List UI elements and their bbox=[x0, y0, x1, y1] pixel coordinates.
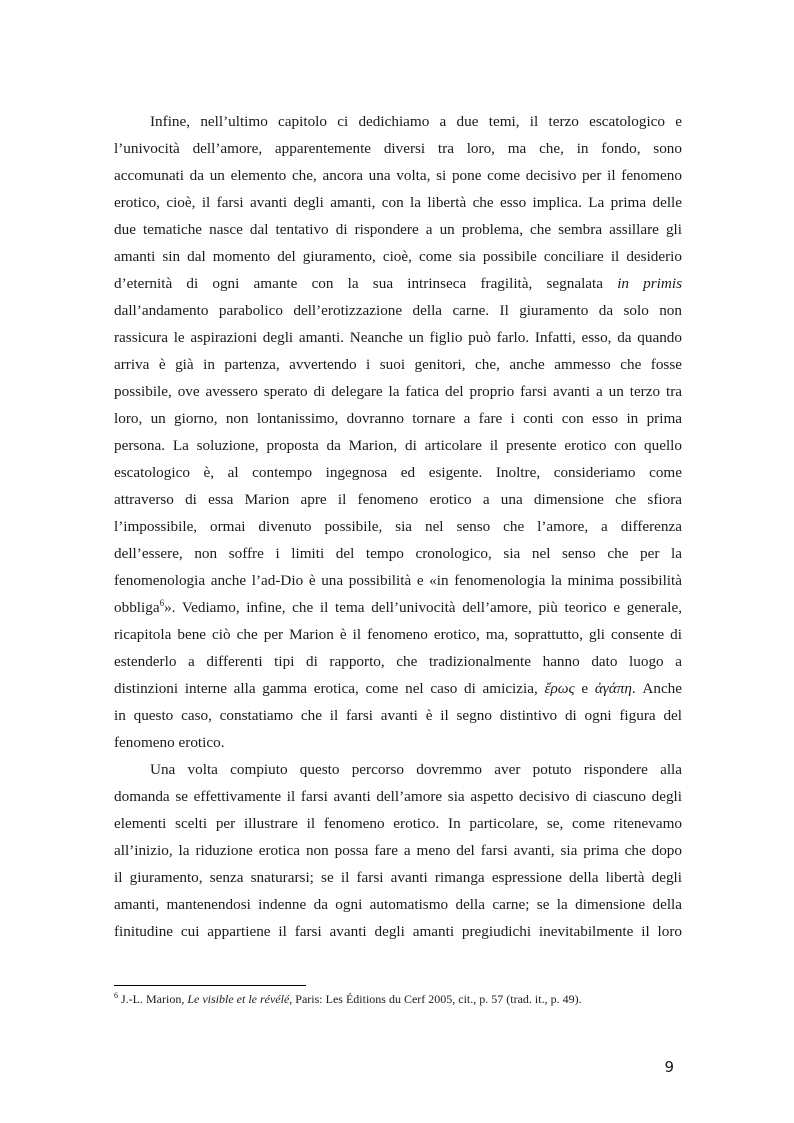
footnote-prefix: J.-L. Marion, bbox=[118, 992, 188, 1006]
text-line: amanti sin dal momento del giuramento, cioè, come sia possibile conciliare il desiderio bbox=[114, 248, 682, 265]
body-text bbox=[114, 108, 682, 945]
line-segment: d’eternità di ogni amante con la sua intrinseca fragilità, segnalata bbox=[114, 275, 603, 292]
text-line: estenderlo a differenti tipi di rapporto, che tradizionalmente hanno dato luogo a bbox=[114, 653, 682, 670]
text-line: possibile, ove avessero sperato di delegare la fatica del proprio farsi avanti a un terzo tra bbox=[114, 383, 682, 400]
line-segment: ». Vediamo, infine, che il tema dell’univocità dell’amore, più teorico e generale, bbox=[164, 599, 682, 616]
text-line: attraverso di essa Marion apre il fenomeno erotico a una dimensione che sfiora bbox=[114, 491, 682, 508]
text-line: accomunati da un elemento che, ancora una volta, si pone come decisivo per il fenomeno bbox=[114, 167, 682, 184]
text-line bbox=[114, 675, 682, 702]
text-line: finitudine cui appartiene il farsi avanti degli amanti pregiudichi inevitabilmente il loro bbox=[114, 923, 682, 940]
text-line: fenomeno erotico. bbox=[114, 734, 225, 751]
page-number: 9 bbox=[664, 1058, 674, 1076]
text-line: loro, un giorno, non lontanissimo, dovranno tornare a fare i conti con esso in prima bbox=[114, 410, 682, 427]
footnote-reference[interactable]: 6 bbox=[159, 597, 165, 608]
line-segment: e bbox=[581, 680, 589, 697]
footnote-divider bbox=[114, 985, 306, 986]
text-line bbox=[114, 270, 682, 297]
text-line: fenomenologia anche l’ad-Dio è una possibilità e «in fenomenologia la minima possibilità bbox=[114, 572, 682, 589]
footnote-number: 6 bbox=[114, 991, 118, 1000]
footnote bbox=[114, 991, 682, 1007]
text-line: Una volta compiuto questo percorso dovremmo aver potuto rispondere alla bbox=[150, 761, 682, 778]
text-line bbox=[114, 594, 682, 621]
text-line: l’impossibile, ormai divenuto possibile, sia nel senso che l’amore, a differenza bbox=[114, 518, 682, 535]
text-line: dall’andamento parabolico dell’erotizzazione della carne. Il giuramento da solo non bbox=[114, 302, 682, 319]
greek-agape: ἀγάπη bbox=[594, 680, 632, 697]
text-line: dell’essere, non soffre i limiti del tempo cronologico, sia nel senso che per la bbox=[114, 545, 682, 562]
line-segment: . Anche bbox=[631, 680, 683, 697]
text-line: due tematiche nasce dal tentativo di rispondere a un problema, che sembra assillare gli bbox=[114, 221, 682, 238]
footnote-title: Le visible et le révélé bbox=[187, 992, 290, 1006]
greek-eros: ἔρως bbox=[544, 680, 575, 697]
text-line: arriva è già in partenza, avvertendo i suoi genitori, che, anche ammesso che fosse bbox=[114, 356, 682, 373]
text-line: rassicura le aspirazioni degli amanti. Neanche un figlio può farlo. Infatti, esso, da quando bbox=[114, 329, 682, 346]
text-line: elementi scelti per illustrare il fenomeno erotico. In particolare, se, come ritenevamo bbox=[114, 815, 682, 832]
text-line: domanda se effettivamente il farsi avanti dell’amore sia aspetto decisivo di ciascuno degli bbox=[114, 788, 682, 805]
text-line: ricapitola bene ciò che per Marion è il fenomeno erotico, ma, soprattutto, gli consente di bbox=[114, 626, 682, 643]
in-primis-italic: in primis bbox=[617, 275, 683, 292]
text-line: il giuramento, senza snaturarsi; se il farsi avanti rimanga espressione della libertà degli bbox=[114, 869, 682, 886]
line-segment: obbliga bbox=[114, 599, 160, 616]
text-line: Infine, nell’ultimo capitolo ci dedichiamo a due temi, il terzo escatologico e bbox=[150, 113, 682, 130]
text-line: amanti, mantenendosi indenne da ogni automatismo della carne; se la dimensione della bbox=[114, 896, 682, 913]
text-line: in questo caso, constatiamo che il farsi avanti è il segno distintivo di ogni figura del bbox=[114, 707, 682, 724]
footnote-suffix: , Paris: Les Éditions du Cerf 2005, cit., p. 57 (trad. it., p. 49). bbox=[289, 992, 582, 1006]
text-line: all’inizio, la riduzione erotica non possa fare a meno del farsi avanti, sia prima che dopo bbox=[114, 842, 682, 859]
text-line: erotico, cioè, il farsi avanti degli amanti, con la libertà che esso implica. La prima delle bbox=[114, 194, 682, 211]
text-line: persona. La soluzione, proposta da Marion, di articolare il presente erotico con quello bbox=[114, 437, 682, 454]
line-segment: distinzioni interne alla gamma erotica, come nel caso di amicizia, bbox=[114, 680, 538, 697]
text-line: l’univocità dell’amore, apparentemente diversi tra loro, ma che, in fondo, sono bbox=[114, 140, 682, 157]
text-line: escatologico è, al contempo ingegnosa ed esigente. Inoltre, consideriamo come bbox=[114, 464, 682, 481]
